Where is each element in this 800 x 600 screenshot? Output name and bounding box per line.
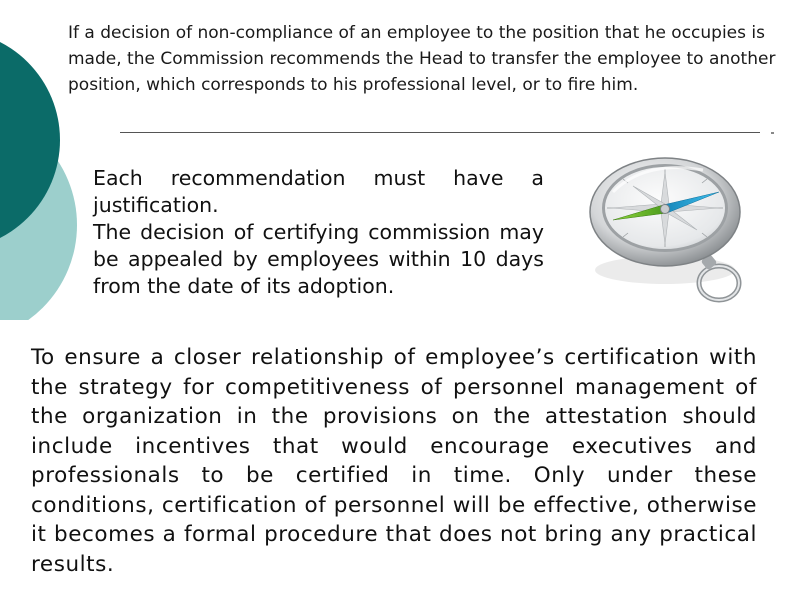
middle-text-block	[93, 165, 544, 300]
divider-line	[120, 132, 760, 133]
bottom-paragraph: To ensure a closer relationship of employee’s certification with the strategy for competitiveness of personnel management of the organization in the provisions on the attestation should include incentives that would encourage executives and professionals to be certified in time. Only under these conditions, certification of personnel will be effective, otherwise it becomes a formal procedure that does not bring any practical results.	[31, 345, 757, 577]
recommendation-line: Each recommendation must have a justification.	[93, 166, 544, 217]
divider-dot	[771, 132, 774, 134]
compass-pivot	[661, 205, 670, 214]
top-paragraph: If a decision of non-compliance of an employee to the position that he occupies is made, the Commission recommends the Head to transfer the employee to another position, which corresponds to his professional level, or to fire him.	[68, 23, 776, 95]
compass-icon	[585, 152, 755, 312]
appeal-line: The decision of certifying commission may be appealed by employees within 10 days from the date of its adoption.	[93, 220, 544, 298]
